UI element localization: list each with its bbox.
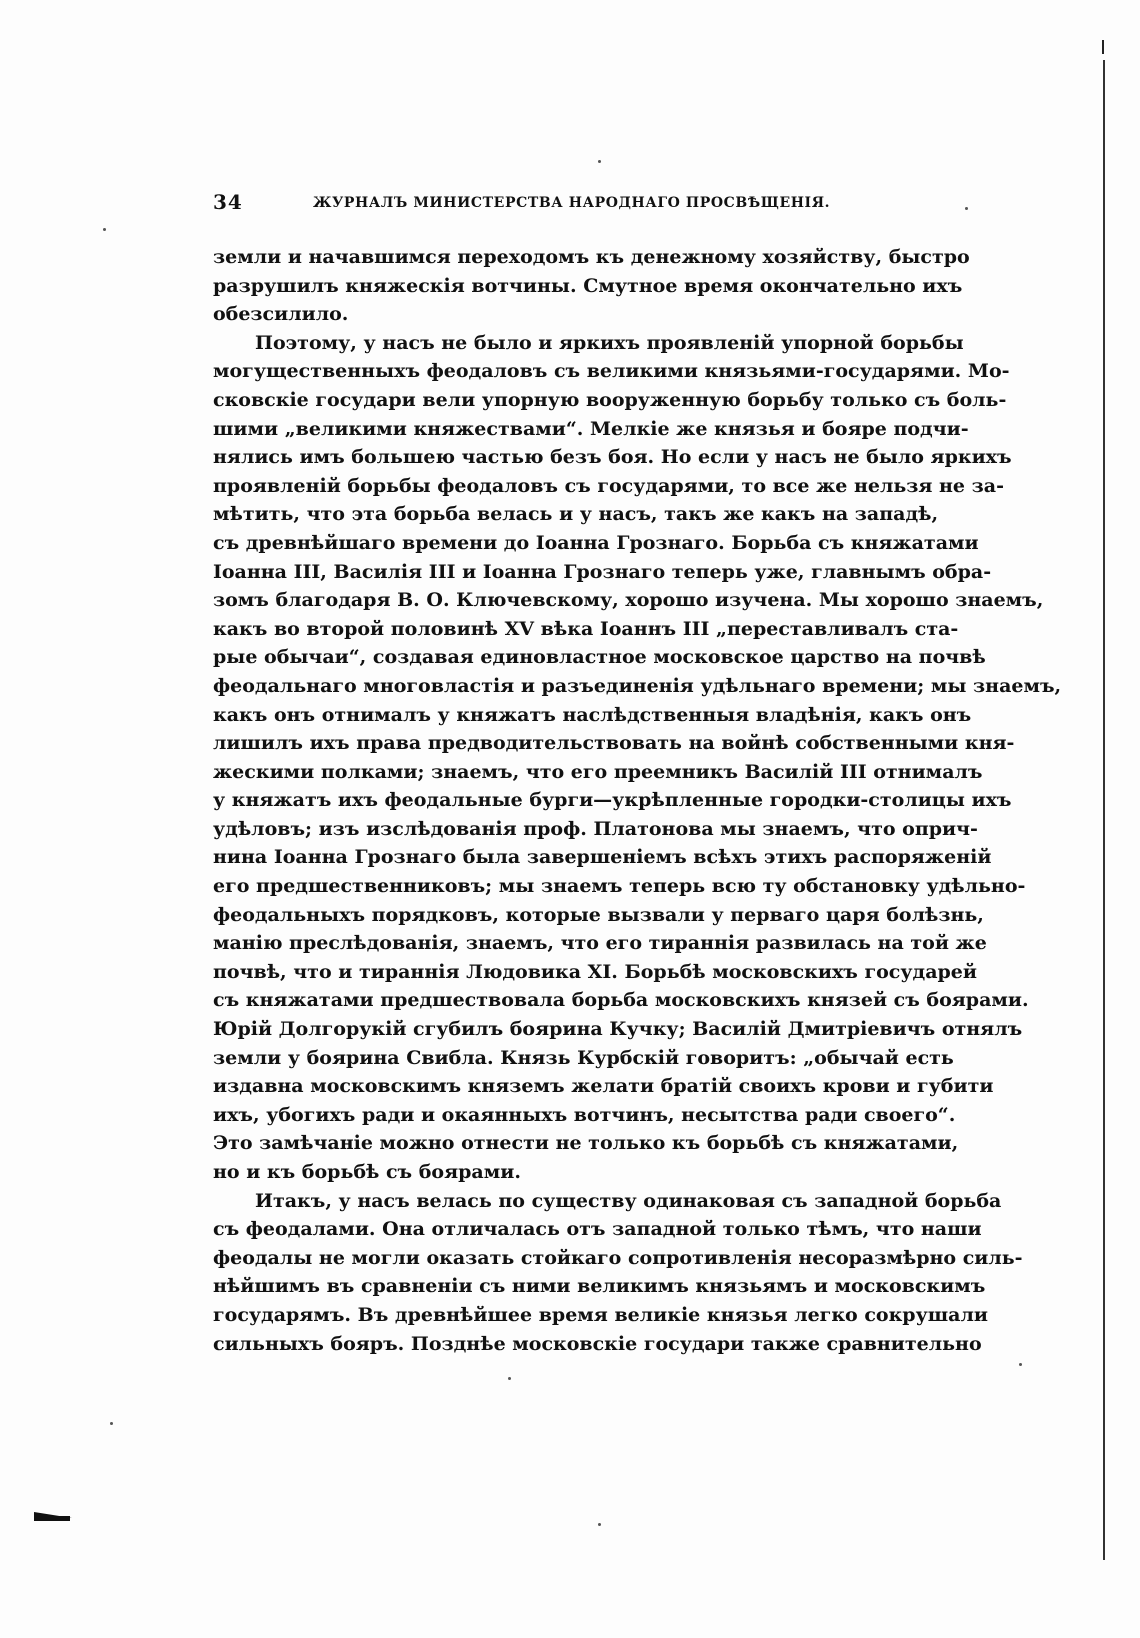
text-line: Юрій Долгорукій сгубилъ боярина Кучку; Василій Дмитріевичъ отнялъ <box>213 1018 1023 1041</box>
text-line: Іоанна III, Василія III и Іоанна Грознаго теперь уже, главнымъ обра- <box>213 560 992 583</box>
text-line: сковскіе государи вели упорную вооруженную борьбу только съ боль- <box>213 388 1007 411</box>
scan-speck <box>508 1377 511 1380</box>
text-line: съ древнѣйшаго времени до Іоанна Грознаго. Борьба съ княжатами <box>213 531 979 554</box>
text-line: лишилъ ихъ права предводительствовать на войнѣ собственными кня- <box>213 732 1015 755</box>
text-line: сильныхъ бояръ. Позднѣе московскіе государи также сравнительно <box>213 1332 982 1355</box>
text-line: обезсилило. <box>213 303 349 326</box>
margin-tick-mark <box>1102 40 1104 54</box>
text-line: земли у боярина Свибла. Князь Курбскій говоритъ: „обычай есть <box>213 1046 954 1069</box>
text-line: шими „великими княжествами“. Мелкіе же князья и бояре подчи- <box>213 417 969 440</box>
scan-speck <box>965 207 968 210</box>
text-line: мѣтить, что эта борьба велась и у насъ, такъ же какъ на западѣ, <box>213 503 939 526</box>
scan-speck <box>1019 1363 1022 1366</box>
text-line: могущественныхъ феодаловъ съ великими князьями-государями. Мо- <box>213 360 1010 383</box>
text-line: государямъ. Въ древнѣйшее время великіе князья легко сокрушали <box>213 1303 988 1326</box>
text-line: разрушилъ княжескія вотчины. Смутное время окончательно ихъ <box>213 274 963 297</box>
body-text <box>213 243 1062 1358</box>
text-line: проявленій борьбы феодаловъ съ государями, то все же нельзя не за- <box>213 474 1004 497</box>
scan-edge-rule <box>1103 60 1105 1560</box>
text-line: рые обычаи“, создавая единовластное московское царство на почвѣ <box>213 646 986 669</box>
text-line: зомъ благодаря В. О. Ключевскому, хорошо изучена. Мы хорошо знаемъ, <box>213 589 1044 612</box>
text-line: манію преслѣдованія, знаемъ, что его тираннія развилась на той же <box>213 932 987 955</box>
text-line: феодалы не могли оказать стойкаго сопротивленія несоразмѣрно силь- <box>213 1246 1023 1269</box>
text-line: Это замѣчаніе можно отнести не только къ борьбѣ съ княжатами, <box>213 1132 959 1155</box>
text-line: земли и начавшимся переходомъ къ денежному хозяйству, быстро <box>213 246 970 268</box>
text-line: нина Іоанна Грознаго была завершеніемъ всѣхъ этихъ распоряженій <box>213 846 992 869</box>
text-line: феодальныхъ порядковъ, которые вызвали у перваго царя болѣзнь, <box>213 903 984 926</box>
running-title: ЖУРНАЛЪ МИНИСТЕРСТВА НАРОДНАГО ПРОСВѢЩЕНІЯ. <box>313 195 831 211</box>
paragraph-start-line: Итакъ, у насъ велась по существу одинаковая съ западной борьба <box>255 1189 1002 1212</box>
text-line: феодальнаго многовластія и разъединенія удѣльнаго времени; мы знаемъ, <box>213 674 1062 697</box>
text-line: но и къ борьбѣ съ боярами. <box>213 1161 521 1183</box>
text-line: какъ во второй половинѣ XV вѣка Іоаннъ III „переставливалъ ста- <box>213 617 959 640</box>
scan-speck <box>103 228 106 231</box>
page-header <box>213 190 925 220</box>
text-line: удѣловъ; изъ изслѣдованія проф. Платонова мы знаемъ, что оприч- <box>213 817 978 840</box>
text-line: его предшественниковъ; мы знаемъ теперь всю ту обстановку удѣльно- <box>213 875 1026 898</box>
text-line: нѣйшимъ въ сравненіи съ ними великимъ князьямъ и московскимъ <box>213 1275 986 1298</box>
paragraph-start-line: Поэтому, у насъ не было и яркихъ проявленій упорной борьбы <box>255 331 964 354</box>
scan-speck <box>598 1523 601 1526</box>
text-line: съ феодалами. Она отличалась отъ западной только тѣмъ, что наши <box>213 1218 982 1241</box>
scan-speck <box>598 160 601 163</box>
page-number: 34 <box>213 190 243 214</box>
text-line: съ княжатами предшествовала борьба московскихъ князей съ боярами. <box>213 989 1029 1012</box>
text-line: у княжатъ ихъ феодальные бурги—укрѣпленные городки-столицы ихъ <box>213 789 1012 812</box>
text-line: издавна московскимъ княземъ желати братій своихъ крови и губити <box>213 1075 994 1098</box>
text-line: ихъ, убогихъ ради и окаянныхъ вотчинъ, несытства ради своего“. <box>213 1103 956 1126</box>
text-line: почвѣ, что и тираннія Людовика XI. Борьбѣ московскихъ государей <box>213 960 977 983</box>
scan-speck <box>110 1422 113 1425</box>
text-line: жескими полками; знаемъ, что его преемникъ Василій III отнималъ <box>213 760 983 783</box>
text-line: какъ онъ отнималъ у княжатъ наслѣдственныя владѣнія, какъ онъ <box>213 703 972 726</box>
scan-corner-mark-base <box>34 1516 70 1521</box>
text-line: нялись имъ большею частью безъ боя. Но если у насъ не было яркихъ <box>213 446 1012 469</box>
